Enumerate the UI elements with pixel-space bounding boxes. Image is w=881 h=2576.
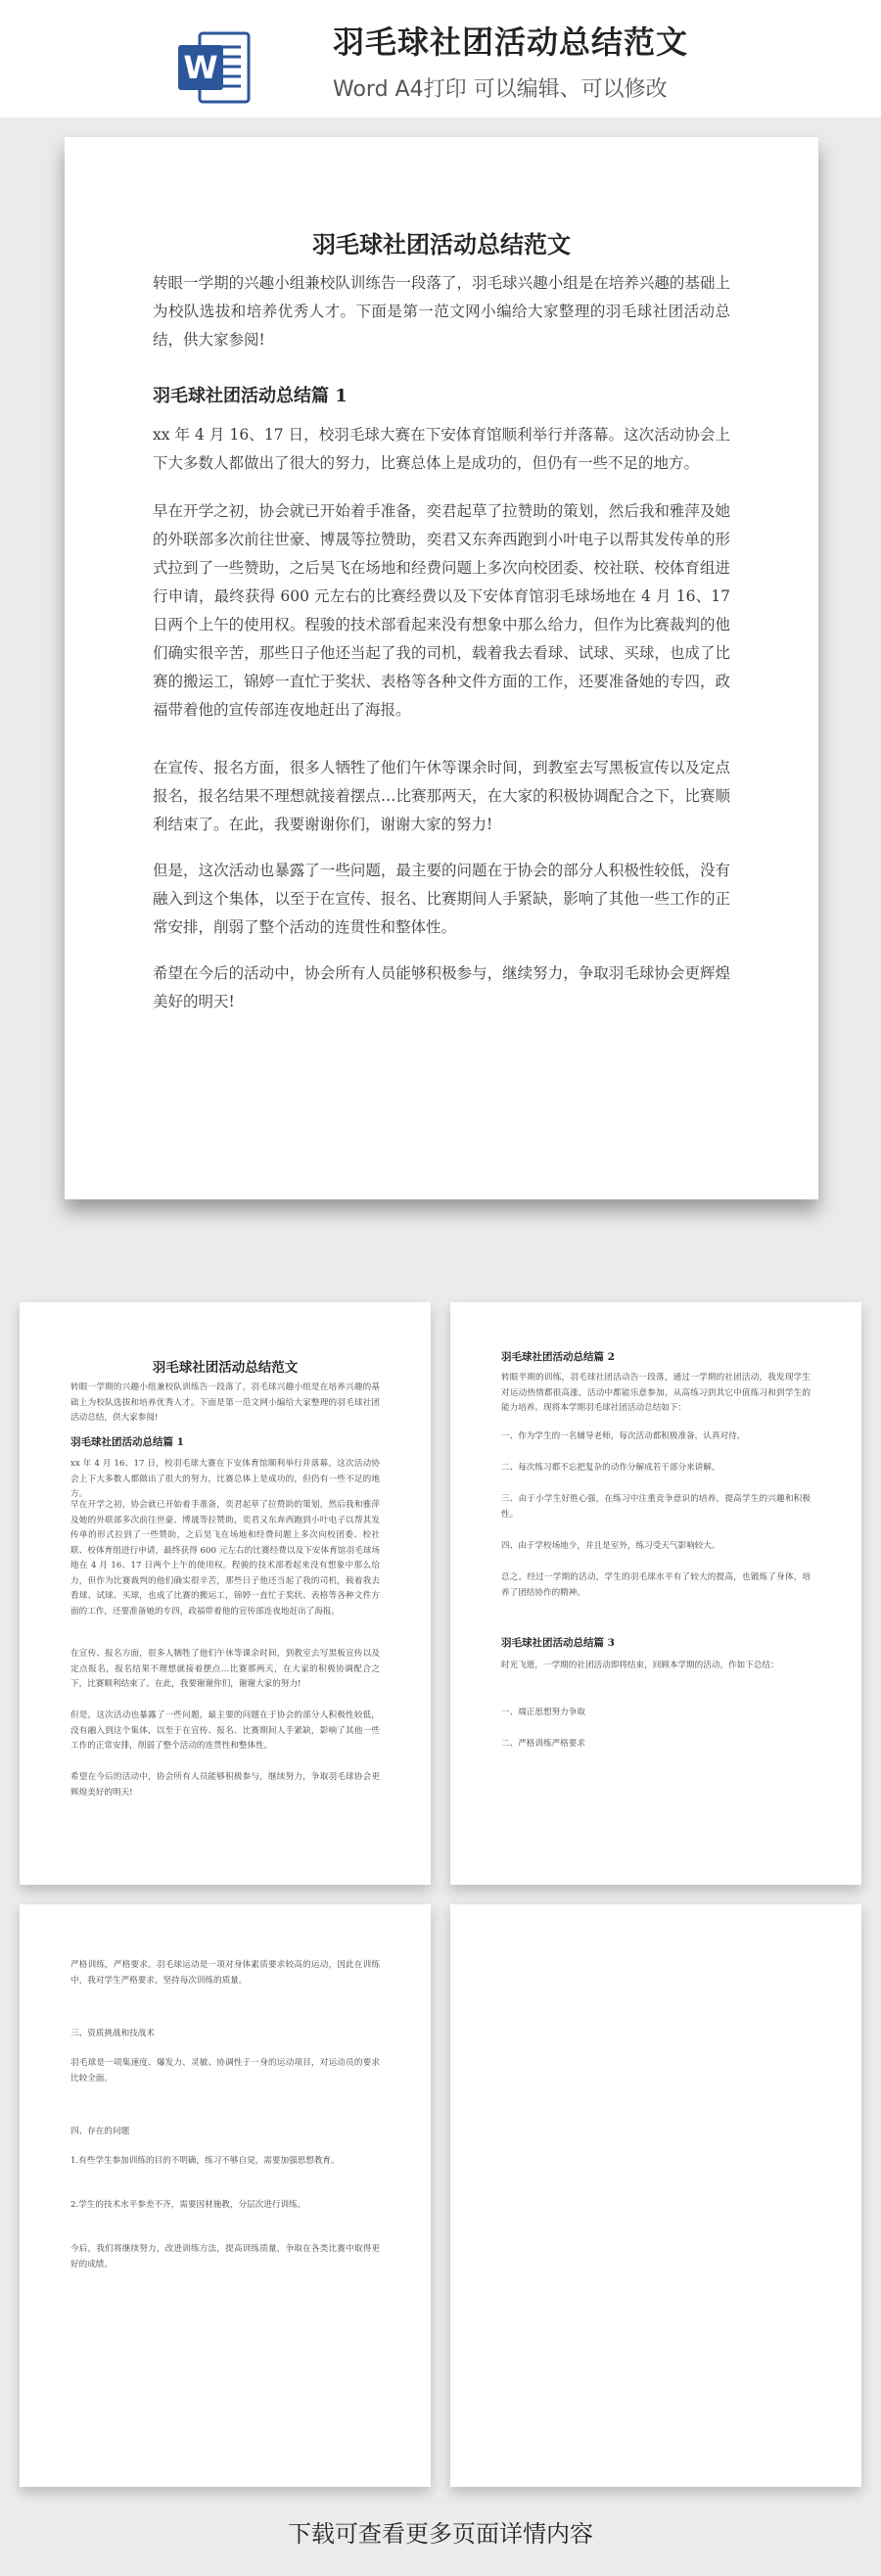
thumbnail-paragraph: 一、端正思想努力争取 xyxy=(501,1708,585,1717)
thumbnail-paragraph: xx 年 4 月 16、17 日，校羽毛球大赛在下安体育馆顺利举行并落幕。这次活动协会上下大多数人都做出了很大的努力，比赛总体上是成功的，但仍有一些不足的地方。 xyxy=(70,1459,380,1499)
thumbnail-paragraph: 在宣传、报名方面，很多人牺牲了他们午休等课余时间，到教室去写黑板宣传以及定点报名，报名结果不理想就接着摆点…比赛那两天，在大家的积极协调配合之下，比赛顺利结束了。在此，我要谢谢你们，谢谢大家的努力! xyxy=(70,1649,380,1689)
banner-subtitle: Word A4打印 可以编辑、可以修改 xyxy=(333,77,668,102)
thumbnail-paragraph: 羽毛球是一项集速度、爆发力、灵敏、协调性于一身的运动项目，对运动员的要求比较全面。 xyxy=(70,2058,380,2084)
intro-paragraph: 转眼一学期的兴趣小组兼校队训练告一段落了，羽毛球兴趣小组是在培养兴趣的基础上为校队选拔和培养优秀人才。下面是第一范文网小编给大家整理的羽毛球社团活动总结，供大家参阅! xyxy=(153,274,730,349)
thumbnail-title: 羽毛球社团活动总结范文 xyxy=(152,1360,299,1376)
document-title: 羽毛球社团活动总结范文 xyxy=(312,230,571,258)
thumbnail-paragraph: 二、严格训练严格要求 xyxy=(501,1739,585,1749)
thumbnail-paragraph: 四、由于学校场地少，并且是室外，练习受天气影响较大。 xyxy=(501,1541,720,1551)
download-more-link[interactable]: 下载可查看更多页面详情内容 xyxy=(288,2520,593,2548)
thumbnail-paragraph: 严格训练，严格要求。羽毛球运动是一项对身体素质要求较高的运动，因此在训练中，我对学生严格要求，坚持每次训练的质量。 xyxy=(70,1960,380,1986)
thumbnail-paragraph: 一、作为学生的一名辅导老师，每次活动都积极准备，认真对待。 xyxy=(501,1431,746,1441)
page-thumbnail-2[interactable] xyxy=(450,1302,861,1885)
header-banner xyxy=(0,0,881,117)
thumbnail-paragraph: 希望在今后的活动中，协会所有人员能够积极参与，继续努力，争取羽毛球协会更辉煌美好的明天! xyxy=(70,1772,380,1798)
page-thumbnail-1[interactable] xyxy=(20,1302,431,1885)
word-icon-letter: W xyxy=(183,49,218,86)
paragraph-2: 早在开学之初，协会就已开始着手准备，奕君起草了拉赞助的策划，然后我和雅萍及她的外联部多次前往世豪、博晟等拉赞助，奕君又东奔西跑到小叶电子以帮其发传单的形式拉到了一些赞助，之后昊飞在场地和经费问题上多次向校团委、校社联、校体育组进行申请，最终获得 600 元左右的比赛经费以及下安体育馆羽毛球场地在 4 月 16、17 日两个上午的使用权。程骏的技术部看起来没有想象中那么给力，但作为比赛裁判的他们确实很辛苦，那些日子他还当起了我的司机，载着我去看球、试球、买球，也成了比赛的搬运工，锦婷一直忙于奖状、表格等各种文件方面的工作，还要准备她的专四，政福带着他的宣传部连夜地赶出了海报。 xyxy=(153,502,730,719)
thumbnail-paragraph: 三、资质挑战和技战术 xyxy=(70,2029,155,2038)
thumbnail-heading: 羽毛球社团活动总结篇 2 xyxy=(501,1351,615,1363)
thumbnail-paragraph: 1.有些学生参加训练的目的不明确，练习不够自觉，需要加强思想教育。 xyxy=(70,2156,340,2166)
banner-title: 羽毛球社团活动总结范文 xyxy=(333,23,689,61)
thumbnail-paragraph: 但是，这次活动也暴露了一些问题，最主要的问题在于协会的部分人积极性较低，没有融入到这个集体，以至于在宣传、报名、比赛期间人手紧缺，影响了其他一些工作的正常安排，削弱了整个活动的连贯性和整体性。 xyxy=(70,1710,380,1751)
thumbnail-intro: 转眼一学期的兴趣小组兼校队训练告一段落了，羽毛球兴趣小组是在培养兴趣的基础上为校队选拔和培养优秀人才。下面是第一范文网小编给大家整理的羽毛球社团活动总结，供大家参阅! xyxy=(70,1382,380,1423)
thumbnail-paragraph: 二、每次练习都不忘把复杂的动作分解成若干部分来讲解。 xyxy=(501,1463,720,1473)
paragraph-5: 希望在今后的活动中，协会所有人员能够积极参与，继续努力，争取羽毛球协会更辉煌美好的明天! xyxy=(153,964,730,1010)
document-page-1 xyxy=(65,137,818,1199)
word-document-icon xyxy=(174,27,255,108)
thumbnail-paragraph: 2.学生的技术水平参差不齐，需要因材施教，分层次进行训练。 xyxy=(70,2200,306,2210)
paragraph-1: xx 年 4 月 16、17 日，校羽毛球大赛在下安体育馆顺利举行并落幕。这次活动协会上下大多数人都做出了很大的努力，比赛总体上是成功的，但仍有一些不足的地方。 xyxy=(153,426,730,472)
thumbnail-paragraph: 今后，我们将继续努力，改进训练方法，提高训练质量，争取在各类比赛中取得更好的成绩。 xyxy=(70,2244,380,2270)
thumbnail-heading: 羽毛球社团活动总结篇 3 xyxy=(501,1637,615,1649)
section-heading-1: 羽毛球社团活动总结篇 1 xyxy=(153,386,348,406)
thumbnail-paragraph: 转眼半期的训练，羽毛球社团活动告一段落，通过一学期的社团活动，我发现学生对运动热情都很高涨，活动中都能乐意参加，从高练习到其它中值练习和到学生的能力培养。现将本学期羽毛球社团活动总结如下： xyxy=(501,1373,811,1413)
page-thumbnail-3[interactable] xyxy=(20,1904,431,2487)
thumbnail-paragraph: 时光飞逝，一学期的社团活动即将结束，回顾本学期的活动，作如下总结： xyxy=(501,1661,779,1670)
thumbnail-paragraph: 四、存在的问题 xyxy=(70,2127,130,2136)
thumbnail-paragraph: 三、由于小学生好胜心强，在练习中注重竞争意识的培养，提高学生的兴趣和积极性。 xyxy=(501,1494,811,1520)
paragraph-4: 但是，这次活动也暴露了一些问题，最主要的问题在于协会的部分人积极性较低，没有融入到这个集体，以至于在宣传、报名、比赛期间人手紧缺，影响了其他一些工作的正常安排，削弱了整个活动的连贯性和整体性。 xyxy=(153,862,730,936)
paragraph-3: 在宣传、报名方面，很多人牺牲了他们午休等课余时间，到教室去写黑板宣传以及定点报名，报名结果不理想就接着摆点…比赛那两天，在大家的积极协调配合之下，比赛顺利结束了。在此，我要谢谢你们，谢谢大家的努力! xyxy=(153,759,730,833)
thumbnail-heading: 羽毛球社团活动总结篇 1 xyxy=(70,1436,184,1448)
thumbnail-paragraph: 总之，经过一学期的活动，学生的羽毛球水平有了较大的提高，也锻炼了身体，培养了团结协作的精神。 xyxy=(501,1572,811,1598)
thumbnail-paragraph: 早在开学之初，协会就已开始着手准备，奕君起草了拉赞助的策划，然后我和雅萍及她的外联部多次前往世豪、博晟等拉赞助，奕君又东奔西跑到小叶电子以帮其发传单的形式拉到了一些赞助，之后昊飞在场地和经费问题上多次向校团委、校社联、校体育组进行申请，最终获得 600 元左右的比赛经费以及下安体育馆羽毛球场地在 4 月 16、17 日两个上午的使用权。程骏的技术部看起来没有想象中那么给力，但作为比赛裁判的他们确实很辛苦，那些日子他还当起了我的司机，载着我去看球、试球、买球，也成了比赛的搬运工，锦婷一直忙于奖状、表格等各种文件方面的工作，还要准备她的专四，政福带着他的宣传部连夜地赶出了海报。 xyxy=(70,1500,380,1616)
page-thumbnail-4[interactable] xyxy=(450,1904,861,2487)
